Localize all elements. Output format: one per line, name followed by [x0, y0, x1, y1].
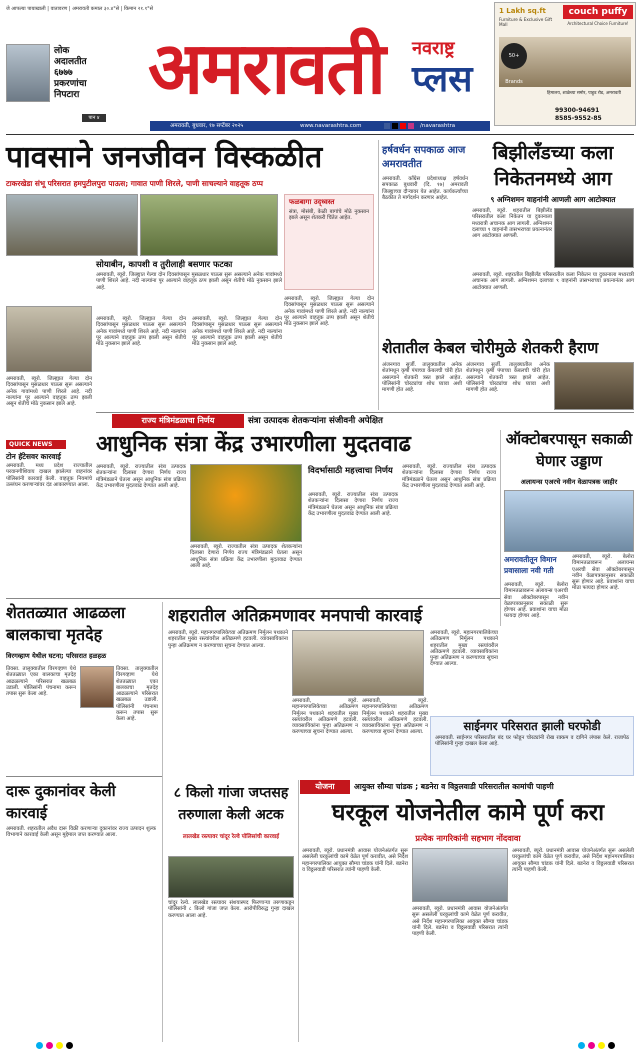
- lead-body-1: अमरावती, ब्यूरो. जिल्ह्यात गेल्या दोन दिवसांपासून मुसळधार पाऊस सुरू असल्याने अनेक गावांमध्ये पाणी शिरले आहे. नदी नाल्यांना पूर आल्याने वाहतूक ठप्प झाली असून शेतीचे मोठे नुकसान झाले आहे.: [96, 272, 282, 291]
- social-handle: /navarashtra: [420, 123, 456, 129]
- registration-black: [66, 1042, 73, 1049]
- masthead-title: अमरावती: [148, 26, 384, 110]
- dead-child-body-1: तिवसा. तालुक्यातील विरगव्हाण येथे शेततळ्यात एका बालकाचा मृतदेह आढळल्याने परिसरात खळबळ उडाली. पोलिसांनी पंचनामा करून तपास सुरू केला आहे.: [6, 666, 76, 698]
- col-divider-4: [298, 780, 299, 1042]
- col-divider-2: [500, 430, 501, 626]
- quick-news-label: QUICK NEWS: [6, 440, 66, 449]
- ganja-subhead: लालखेड रस्त्यावर चांदूर रेल्वे पोलिसांची कारवाई: [182, 834, 280, 840]
- encroachment-body-4: अमरावती, ब्यूरो. महानगरपालिकेच्या अतिक्रमण निर्मूलन पथकाने शहरातील मुख्य रस्त्यांवरील अतिक्रमणे हटवली. व्यावसायिकांना पुन्हा अतिक्रमण न करण्याच्या सूचना देण्यात आल्या.: [430, 630, 498, 668]
- encroachment-photo: [292, 630, 424, 696]
- lead-subhead: टाकरखेडा संभू परिसरात हमपुटीलपुरा पाऊस; गावात पाणी शिरले, पाणी साचल्याने वाहतूक ठप्प: [6, 179, 263, 188]
- dead-child-headline[interactable]: शेततळ्यात आढळला बालकाचा मृतदेह: [6, 603, 126, 644]
- orange-centre-body-1: अमरावती, ब्यूरो. राज्यातील संत्रा उत्पादक शेतकऱ्यांना दिलासा देणारा निर्णय राज्य मंत्रिमंडळाने घेतला असून आधुनिक संत्रा प्रक्रिया केंद्र उभारणीला मुदतवाढ देण्यात आली आहे.: [96, 464, 186, 489]
- ganja-body: चांदूर रेल्वे. लालखेड रस्त्यावर संशयास्पद फिरणाऱ्या तरुणाकडून पोलिसांनी ८ किलो गांजा जप्त केला. आरोपीविरुद्ध गुन्हा दाखल करण्यात आला आहे.: [168, 900, 294, 919]
- gharkul-subhead: प्रत्येक नागरिकांनी सहभाग नोंदवावा: [415, 833, 521, 843]
- yojana-strip-text: आयुक्त सौम्या चांडक ; बडनेरा व विठ्ठलवाडी परिसरातील कामांची पाहणी: [354, 782, 554, 791]
- registration-cyan: [36, 1042, 43, 1049]
- lead-photo-caption: सोयाबीन, कापशी व तुरीलाही बसणार फटका: [96, 259, 233, 269]
- ad-block[interactable]: [494, 2, 636, 126]
- orange-centre-headline[interactable]: आधुनिक संत्रा केंद्र उभारणीला मुदतवाढ: [96, 432, 411, 457]
- masthead-divider: [6, 134, 634, 135]
- ad-tagline: Architectural Choice Furniture!: [567, 21, 629, 26]
- flight-photo: [504, 490, 634, 552]
- flight-body-1: अमरावती, ब्यूरो. बेलोरा विमानतळावरून अलायन्स एअरची सेवा ऑक्टोबरपासून नवीन वेळापत्रकानुसार सकाळी सुरू होणार आहे. प्रवाशांना याचा मोठा फायदा होणार आहे.: [504, 582, 568, 620]
- ad-furniture-line: Furniture & Exclusive Gift Mall: [499, 17, 553, 27]
- dead-child-subhead: विरगव्हाण येथील घटना; परिसरात हळहळ: [6, 652, 107, 660]
- ad-brand: couch puffy: [563, 5, 633, 19]
- gharkul-headline[interactable]: घरकूल योजनेतील कामे पूर्ण करा: [331, 800, 605, 826]
- masthead-brand-top: नवराष्ट्र: [412, 38, 455, 59]
- bizilland-body-2: अमरावती, ब्यूरो. शहरातील बिझीलँड परिसरातील कला निकेतन या दुकानाला मध्यरात्री अचानक आग लागली. अग्निशमन दलाच्या ९ वाहनांनी तासभराच्या प्रयत्नानंतर आग आटोक्यात आणली.: [472, 272, 634, 291]
- registration-cyan-right: [578, 1042, 585, 1049]
- masthead-promo-title[interactable]: लोक अदालतीत ६७७७ प्रकरणांचा निपटारा: [54, 46, 87, 100]
- flight-headline[interactable]: ऑक्टोबरपासून सकाळी घेणार उड्डाण: [505, 430, 633, 470]
- masthead-date: अमरावती, बुधवार, १७ सप्टेंबर २०२५: [170, 123, 244, 129]
- cabinet-strip-label: राज्य मंत्रिमंडळाचा निर्णय: [112, 414, 244, 428]
- facebook-icon[interactable]: [384, 123, 390, 129]
- quick-news-body: अमरावती. मध्य प्रदेश राज्यातील परवानगीशिवाय दाखल झालेल्या वाहनांवर पोलिसांनी कारवाई केली. वाहतूक नियमांचे उल्लंघन करणाऱ्यांवर दंड आकारण्यात आला.: [6, 463, 92, 488]
- bizilland-body: अमरावती, ब्यूरो. शहरातील बिझीलँड परिसरातील कला निकेतन या दुकानाला मध्यरात्री अचानक आग लागली. अग्निशमन दलाच्या ९ वाहनांनी तासभराच्या प्रयत्नानंतर आग आटोक्यात आणली.: [472, 208, 552, 240]
- harshwardhan-headline[interactable]: हर्षवर्धन सपकाळ आज अमरावतीत: [382, 145, 466, 170]
- gharkul-body-2: अमरावती, ब्यूरो. प्रधानमंत्री आवास योजनेअंतर्गत सुरू असलेली घरकुलांची कामे वेळेत पूर्ण करावीत, असे निर्देश महानगरपालिका आयुक्त सौम्या चांडक यांनी दिले. बडनेरा व विठ्ठलवाडी परिसरात त्यांनी पाहणी केली.: [512, 848, 634, 873]
- orange-centre-sidebar-title: विदर्भासाठी महत्त्वाचा निर्णय: [308, 465, 393, 475]
- ad-phone-2[interactable]: 8585-9552-85: [555, 115, 602, 122]
- x-icon[interactable]: [392, 123, 398, 129]
- encroachment-body-3: अमरावती, ब्यूरो. महानगरपालिकेच्या अतिक्रमण निर्मूलन पथकाने शहरातील मुख्य रस्त्यांवरील अतिक्रमणे हटवली. व्यावसायिकांना पुन्हा अतिक्रमण न करण्याच्या सूचना देण्यात आल्या.: [362, 698, 428, 736]
- lead-photo-water: [6, 306, 92, 372]
- encroachment-headline[interactable]: शहरातील अतिक्रमणावर मनपाची कारवाई: [168, 606, 423, 626]
- encroachment-body-2: अमरावती, ब्यूरो. महानगरपालिकेच्या अतिक्रमण निर्मूलन पथकाने शहरातील मुख्य रस्त्यांवरील अतिक्रमणे हटवली. व्यावसायिकांना पुन्हा अतिक्रमण न करण्याच्या सूचना देण्यात आल्या.: [292, 698, 358, 736]
- dead-child-body-2: तिवसा. तालुक्यातील विरगव्हाण येथे शेततळ्यात एका बालकाचा मृतदेह आढळल्याने परिसरात खळबळ उडाली. पोलिसांनी पंचनामा करून तपास सुरू केला आहे.: [116, 666, 158, 723]
- instagram-icon[interactable]: [408, 123, 414, 129]
- masthead-website[interactable]: www.navarashtra.com: [300, 123, 362, 129]
- ad-address: हिमालय, शाळेच्या समोर, पाहुड रोड, अमरावती: [547, 91, 621, 96]
- lead-photo-flood: [6, 194, 138, 256]
- shetatil-body-2: अंजनगाव सुर्जी. तालुक्यातील अनेक शेतांमधून कृषी पंपाच्या केबलची चोरी होत असल्याने शेतकरी त्रस्त झाले आहेत. पोलिसांनी चोरट्यांचा शोध घ्यावा अशी मागणी होत आहे.: [466, 362, 550, 394]
- registration-black-right: [608, 1042, 615, 1049]
- flight-photo-label: अमरावतीतून विमान प्रवासाला नवी गती: [504, 555, 557, 575]
- bizilland-subhead: ९ अग्निशमन वाहनांनी आणली आग आटोक्यात: [490, 195, 616, 204]
- top-bar-text: जे आपल्या पायाखाली | वातावरण | अमरावती कमाल ३०.४°से | किमान २१.१°से: [6, 6, 154, 12]
- saigangar-box: [430, 716, 634, 776]
- masthead-brand-bottom: प्लस: [412, 59, 473, 100]
- gharkul-body-1: अमरावती, ब्यूरो. प्रधानमंत्री आवास योजनेअंतर्गत सुरू असलेली घरकुलांची कामे वेळेत पूर्ण करावीत, असे निर्देश महानगरपालिका आयुक्त सौम्या चांडक यांनी दिले. बडनेरा व विठ्ठलवाडी परिसरात त्यांनी पाहणी केली.: [302, 848, 408, 873]
- harshwardhan-body: अमरावती. काँग्रेस प्रदेशाध्यक्ष हर्षवर्धन सपकाळ बुधवारी (दि. १७) अमरावती जिल्ह्याच्या दौऱ्यावर येत आहेत. कार्यकर्त्यांच्या बैठकीत ते मार्गदर्शन करणार आहेत.: [382, 176, 468, 201]
- registration-yellow: [56, 1042, 63, 1049]
- ad-phone-1[interactable]: 99300-94691: [555, 107, 600, 114]
- col-divider-1: [378, 140, 379, 410]
- orange-centre-photo: [190, 464, 302, 542]
- liquor-body: अमरावती. शहरातील अवैध दारू विक्री करणाऱ्या दुकानांवर राज्य उत्पादन शुल्क विभागाने कारवाई केली असून मुद्देमाल जप्त करण्यात आला.: [6, 826, 156, 839]
- col-divider-3: [162, 602, 163, 1042]
- bizilland-photo: [554, 208, 634, 268]
- yojana-strip-label: योजना: [300, 780, 350, 794]
- gharkul-photo: [412, 848, 508, 902]
- lead-body-3: अमरावती, ब्यूरो. जिल्ह्यात गेल्या दोन दिवसांपासून मुसळधार पाऊस सुरू असल्याने अनेक गावांमध्ये पाणी शिरले आहे. नदी नाल्यांना पूर आल्याने वाहतूक ठप्प झाली असून शेतीचे मोठे नुकसान झाले आहे.: [192, 316, 282, 348]
- flight-body-2: अमरावती, ब्यूरो. बेलोरा विमानतळावरून अलायन्स एअरची सेवा ऑक्टोबरपासून नवीन वेळापत्रकानुसार सकाळी सुरू होणार आहे. प्रवाशांना याचा मोठा फायदा होणार आहे.: [572, 554, 634, 592]
- registration-magenta: [46, 1042, 53, 1049]
- orange-centre-body-4: अमरावती, ब्यूरो. राज्यातील संत्रा उत्पादक शेतकऱ्यांना दिलासा देणारा निर्णय राज्य मंत्रिमंडळाने घेतला असून आधुनिक संत्रा प्रक्रिया केंद्र उभारणीला मुदतवाढ देण्यात आली आहे.: [402, 464, 496, 489]
- quick-news-box: [6, 440, 92, 580]
- encroachment-body-1: अमरावती, ब्यूरो. महानगरपालिकेच्या अतिक्रमण निर्मूलन पथकाने शहरातील मुख्य रस्त्यांवरील अतिक्रमणे हटवली. व्यावसायिकांना पुन्हा अतिक्रमण न करण्याच्या सूचना देण्यात आल्या.: [168, 630, 288, 649]
- ganja-headline[interactable]: ८ किलो गांजा जप्तसह तरुणाला केली अटक: [173, 785, 289, 823]
- shetatil-photo: [554, 362, 634, 410]
- lead-headline[interactable]: पावसाने जनजीवन विस्कळीत: [6, 140, 323, 175]
- social-icons[interactable]: [384, 123, 420, 130]
- lead-body-5: अमरावती, ब्यूरो. जिल्ह्यात गेल्या दोन दिवसांपासून मुसळधार पाऊस सुरू असल्याने अनेक गावांमध्ये पाणी शिरले आहे. नदी नाल्यांना पूर आल्याने वाहतूक ठप्प झाली असून शेतीचे मोठे नुकसान झाले आहे.: [6, 376, 92, 408]
- registration-magenta-right: [588, 1042, 595, 1049]
- cabinet-strip-text: संत्रा उत्पादक शेतकऱ्यांना संजीवनी अपेक्षित: [248, 416, 383, 426]
- youtube-icon[interactable]: [400, 123, 406, 129]
- section-divider-2: [6, 598, 500, 599]
- liquor-headline[interactable]: दारू दुकानांवर केली कारवाई: [6, 782, 116, 822]
- shetatil-body-1: अंजनगाव सुर्जी. तालुक्यातील अनेक शेतांमधून कृषी पंपाच्या केबलची चोरी होत असल्याने शेतकरी त्रस्त झाले आहेत. पोलिसांनी चोरट्यांचा शोध घ्यावा अशी मागणी होत आहे.: [382, 362, 462, 394]
- saigangar-headline[interactable]: साईनगर परिसरात झाली घरफोडी: [463, 719, 601, 733]
- flight-subhead: अलायन्स एअरचे नवीन वेळापत्रक जाहीर: [520, 478, 618, 486]
- lead-sidebar: [284, 194, 374, 290]
- shetatil-headline[interactable]: शेतातील केबल चोरीमुळे शेतकरी हैराण: [382, 339, 599, 357]
- lead-body-2: अमरावती, ब्यूरो. जिल्ह्यात गेल्या दोन दिवसांपासून मुसळधार पाऊस सुरू असल्याने अनेक गावांमध्ये पाणी शिरले आहे. नदी नाल्यांना पूर आल्याने वाहतूक ठप्प झाली असून शेतीचे मोठे नुकसान झाले आहे.: [96, 316, 186, 348]
- lead-photo-crop: [140, 194, 278, 256]
- lead-sidebar-text: संत्रा, मोसंबी, केळी बागांचे मोठे नुकसान झाले असून शेतकरी चिंतेत आहेत.: [289, 209, 369, 222]
- gharkul-body-3: अमरावती, ब्यूरो. प्रधानमंत्री आवास योजनेअंतर्गत सुरू असलेली घरकुलांची कामे वेळेत पूर्ण करावीत, असे निर्देश महानगरपालिका आयुक्त सौम्या चांडक यांनी दिले. बडनेरा व विठ्ठलवाडी परिसरात त्यांनी पाहणी केली.: [412, 906, 508, 938]
- top-bar: [6, 4, 306, 14]
- dead-child-photo: [80, 666, 114, 708]
- lead-sidebar-title: फळबागा उद्ध्वस्त: [289, 198, 335, 206]
- orange-centre-body-3: अमरावती, ब्यूरो. राज्यातील संत्रा उत्पादक शेतकऱ्यांना दिलासा देणारा निर्णय राज्य मंत्रिमंडळाने घेतला असून आधुनिक संत्रा प्रक्रिया केंद्र उभारणीला मुदतवाढ देण्यात आली आहे.: [308, 492, 398, 517]
- ad-lakh-sqft: 1 Lakh sq.ft: [499, 7, 546, 15]
- ad-offer-badge: 50+ Brands: [501, 43, 527, 69]
- quick-news-title[interactable]: टोन हॅटेसवर कारवाई: [6, 452, 61, 461]
- registration-yellow-right: [598, 1042, 605, 1049]
- masthead-promo-photo: [6, 44, 50, 102]
- bizilland-headline[interactable]: बिझीलँडच्या कला निकेतनमध्ये आग: [492, 142, 614, 190]
- saigangar-body: अमरावती. साईनगर परिसरातील बंद घर फोडून चोरट्यांनी रोख रक्कम व दागिने लंपास केले. राजापेठ पोलिसांनी गुन्हा दाखल केला आहे.: [435, 735, 629, 748]
- masthead-promo-page: पान ४: [82, 114, 106, 122]
- section-divider-3: [6, 776, 162, 777]
- orange-centre-body-2: अमरावती, ब्यूरो. राज्यातील संत्रा उत्पादक शेतकऱ्यांना दिलासा देणारा निर्णय राज्य मंत्रिमंडळाने घेतला असून आधुनिक संत्रा प्रक्रिया केंद्र उभारणीला मुदतवाढ देण्यात आली आहे.: [190, 544, 302, 569]
- ganja-photo: [168, 856, 294, 898]
- lead-body-4: अमरावती, ब्यूरो. जिल्ह्यात गेल्या दोन दिवसांपासून मुसळधार पाऊस सुरू असल्याने अनेक गावांमध्ये पाणी शिरले आहे. नदी नाल्यांना पूर आल्याने वाहतूक ठप्प झाली असून शेतीचे मोठे नुकसान झाले आहे.: [284, 296, 374, 328]
- section-divider-1: [96, 412, 634, 413]
